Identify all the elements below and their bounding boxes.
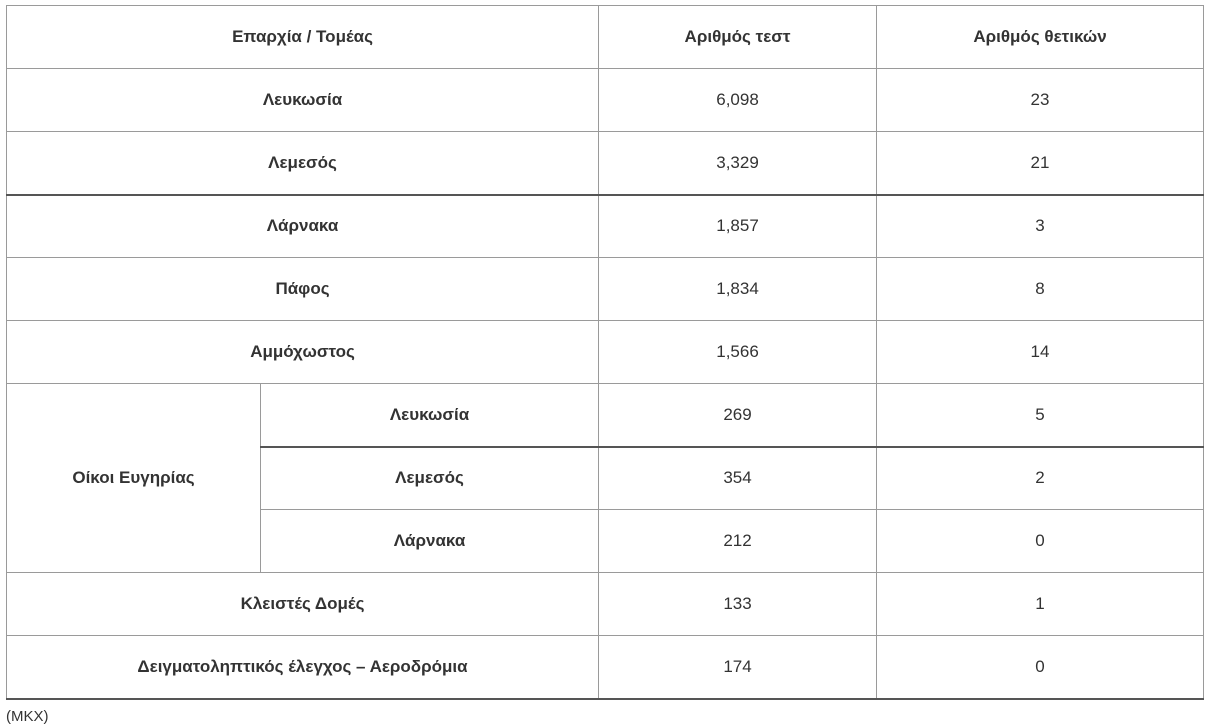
row-tests: 133 [599,573,877,636]
care-homes-sub-label: Λευκωσία [261,384,599,447]
row-tests: 3,329 [599,132,877,195]
row-tests: 1,857 [599,195,877,258]
row-tests: 6,098 [599,69,877,132]
row-positives: 5 [877,384,1204,447]
row-positives: 21 [877,132,1204,195]
table-header-row [7,6,1204,69]
row-tests: 1,566 [599,321,877,384]
row-label: Κλειστές Δομές [7,573,599,636]
row-label: Δειγματοληπτικός έλεγχος – Αεροδρόμια [7,636,599,699]
header-positives: Αριθμός θετικών [877,6,1204,69]
row-positives: 14 [877,321,1204,384]
row-label: Λευκωσία [7,69,599,132]
row-tests: 354 [599,447,877,510]
row-tests: 212 [599,510,877,573]
row-tests: 174 [599,636,877,699]
row-positives: 0 [877,510,1204,573]
header-district: Επαρχία / Τομέας [7,6,599,69]
row-label: Λεμεσός [7,132,599,195]
table-row [7,195,1204,258]
row-label: Αμμόχωστος [7,321,599,384]
row-positives: 2 [877,447,1204,510]
table-row [7,573,1204,636]
row-label: Πάφος [7,258,599,321]
header-tests: Αριθμός τεστ [599,6,877,69]
row-positives: 8 [877,258,1204,321]
table-row [7,132,1204,195]
table-row [7,321,1204,384]
table-row [7,69,1204,132]
row-tests: 1,834 [599,258,877,321]
table-row [7,636,1204,699]
table-row-care-homes [7,384,1204,447]
row-positives: 23 [877,69,1204,132]
care-homes-group-label: Οίκοι Ευγηρίας [7,384,261,573]
row-positives: 3 [877,195,1204,258]
table-row [7,258,1204,321]
row-tests: 269 [599,384,877,447]
row-positives: 1 [877,573,1204,636]
care-homes-sub-label: Λάρνακα [261,510,599,573]
source-footnote: (ΜΚΧ) [6,708,49,725]
testing-results-table [6,5,1204,700]
care-homes-sub-label: Λεμεσός [261,447,599,510]
row-label: Λάρνακα [7,195,599,258]
row-positives: 0 [877,636,1204,699]
